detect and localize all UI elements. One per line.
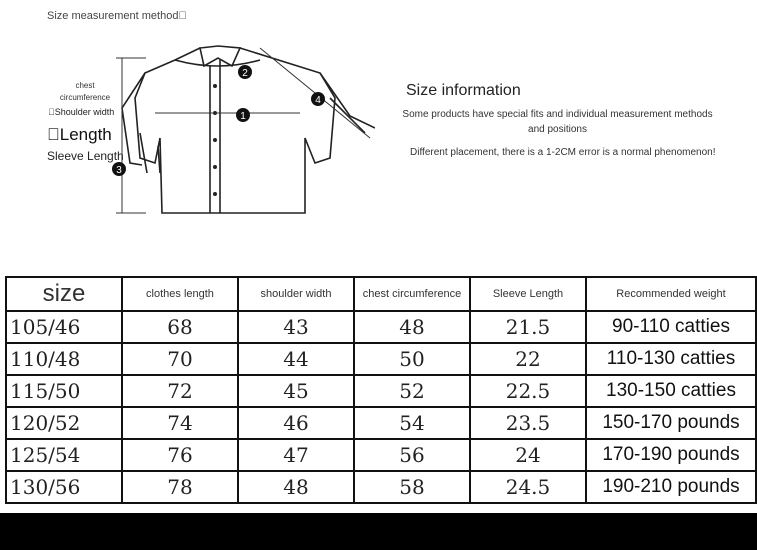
- svg-text:3: 3: [116, 165, 122, 176]
- table-header-row: [6, 277, 756, 311]
- table-row: [6, 343, 756, 375]
- cell-chest: 58: [354, 471, 470, 503]
- cell-size: 130/56: [6, 471, 122, 503]
- size-information-body: Some products have special fits and individual measurement methods and positions: [402, 109, 713, 135]
- cell-size: 120/52: [6, 407, 122, 439]
- cell-size: 110/48: [6, 343, 122, 375]
- cell-clothes-length: 78: [122, 471, 238, 503]
- cell-shoulder-width: 47: [238, 439, 354, 471]
- shoulder-width-label:  Shoulder width: [48, 107, 115, 117]
- table-row: [6, 439, 756, 471]
- cell-chest: 54: [354, 407, 470, 439]
- cell-weight: 190-210 pounds: [586, 471, 756, 503]
- cell-clothes-length: 70: [122, 343, 238, 375]
- cell-chest: 48: [354, 311, 470, 343]
- length-label:  Length: [47, 125, 112, 144]
- svg-text:1: 1: [240, 111, 246, 122]
- cell-clothes-length: 76: [122, 439, 238, 471]
- header-shoulder-width: shoulder width: [238, 277, 354, 311]
- size-table: [5, 276, 757, 504]
- cell-size: 105/46: [6, 311, 122, 343]
- cell-shoulder-width: 48: [238, 471, 354, 503]
- cell-sleeve: 24: [470, 439, 586, 471]
- table-row: [6, 407, 756, 439]
- cell-clothes-length: 68: [122, 311, 238, 343]
- cell-clothes-length: 74: [122, 407, 238, 439]
- table-row: [6, 471, 756, 503]
- shirt-diagram: [100, 38, 375, 218]
- size-information-title: Size information: [406, 82, 521, 99]
- cell-sleeve: 22.5: [470, 375, 586, 407]
- cell-size: 125/54: [6, 439, 122, 471]
- cell-size: 115/50: [6, 375, 122, 407]
- header-clothes-length: clothes length: [122, 277, 238, 311]
- cell-sleeve: 22: [470, 343, 586, 375]
- marker-2: [238, 65, 252, 79]
- cell-shoulder-width: 44: [238, 343, 354, 375]
- chest-circumference-label: chest circumference: [59, 81, 111, 102]
- bottom-bar: [0, 513, 757, 550]
- header-recommended-weight: Recommended weight: [586, 277, 756, 311]
- sleeve-length-label: Sleeve Length: [47, 149, 124, 163]
- cell-clothes-length: 72: [122, 375, 238, 407]
- measurement-method-title: Size measurement method : [47, 10, 187, 22]
- cell-sleeve: 21.5: [470, 311, 586, 343]
- size-information-note: Different placement, there is a 1-2CM error is a normal phenomenon!: [410, 147, 716, 158]
- header-chest-circumference: chest circumference: [354, 277, 470, 311]
- svg-text:2: 2: [242, 68, 248, 79]
- cell-sleeve: 24.5: [470, 471, 586, 503]
- svg-text:4: 4: [315, 95, 321, 106]
- cell-weight: 110-130 catties: [586, 343, 756, 375]
- cell-shoulder-width: 45: [238, 375, 354, 407]
- cell-chest: 52: [354, 375, 470, 407]
- table-row: [6, 375, 756, 407]
- cell-weight: 90-110 catties: [586, 311, 756, 343]
- header-sleeve-length: Sleeve Length: [470, 277, 586, 311]
- header-size: size: [6, 277, 122, 311]
- cell-chest: 50: [354, 343, 470, 375]
- cell-chest: 56: [354, 439, 470, 471]
- cell-weight: 170-190 pounds: [586, 439, 756, 471]
- marker-1: [236, 108, 250, 122]
- cell-shoulder-width: 43: [238, 311, 354, 343]
- cell-weight: 150-170 pounds: [586, 407, 756, 439]
- marker-3: [112, 162, 126, 176]
- cell-weight: 130-150 catties: [586, 375, 756, 407]
- table-row: [6, 311, 756, 343]
- cell-shoulder-width: 46: [238, 407, 354, 439]
- cell-sleeve: 23.5: [470, 407, 586, 439]
- marker-4: [311, 92, 325, 106]
